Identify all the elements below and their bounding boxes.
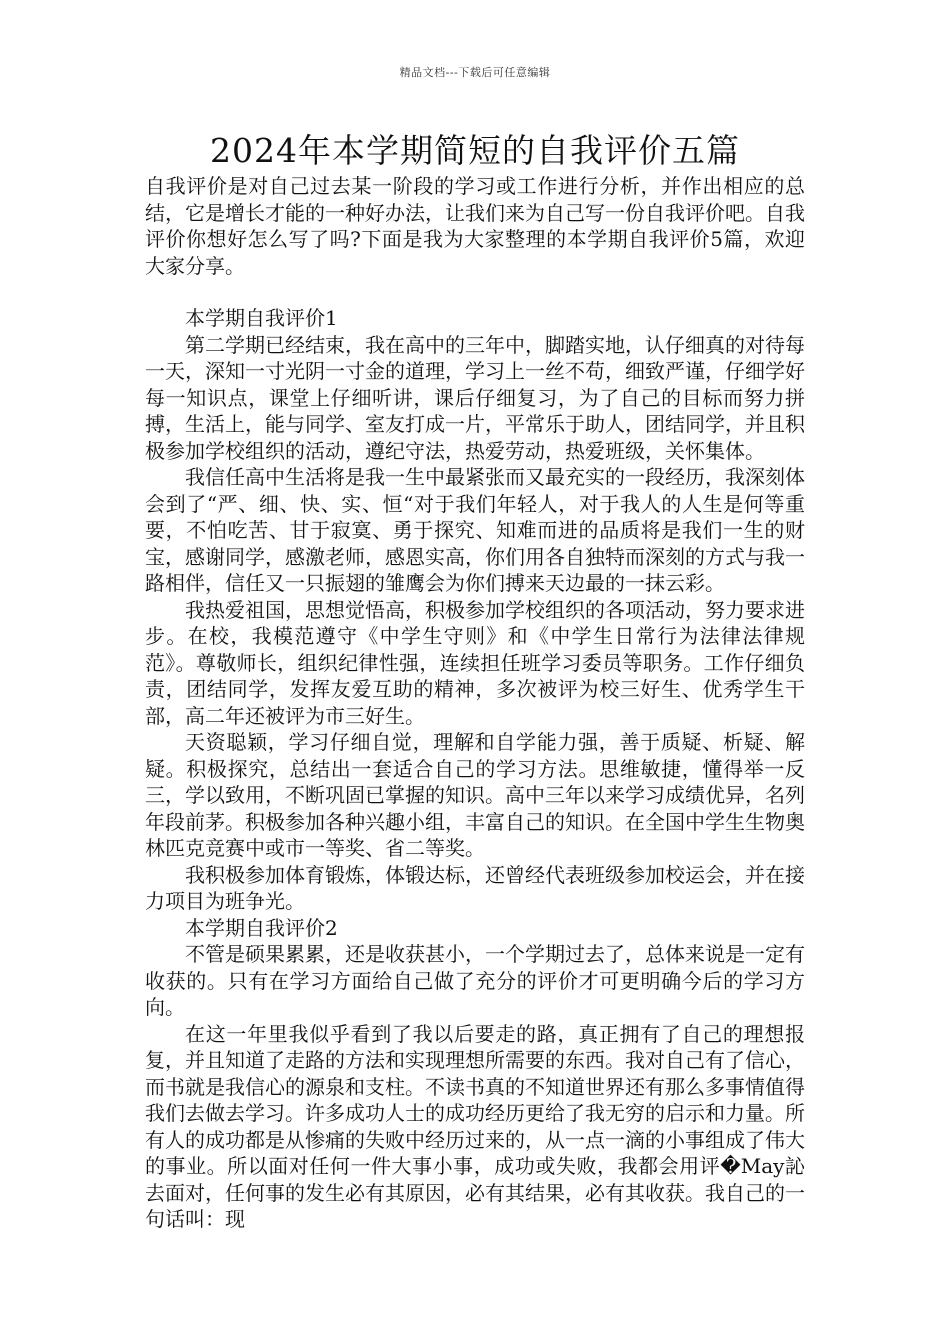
body-paragraph: 我积极参加体育锻炼，体锻达标，还曾经代表班级参加校运会，并在接力项目为班争光。: [145, 862, 805, 913]
body-paragraph: 第二学期已经结束，我在高中的三年中，脚踏实地，认仔细真的对待每一天，深知一寸光阴一寸金的道理，学习上一丝不苟，细致严谨，仔细学好每一知识点，课堂上仔细听讲，课后仔细复习，为了自己的目标而努力拼搏，生活上，能与同学、室友打成一片，平常乐于助人，团结同学，并且积极参加学校组织的活动，遵纪守法，热爱劳动，热爱班级，关怀集体。: [145, 332, 805, 463]
body-paragraph: 不管是硕果累累，还是收获甚小，一个学期过去了，总体来说是一定有收获的。只有在学习方面给自己做了充分的评价才可更明确今后的学习方向。: [145, 942, 805, 1019]
document-title: 2024年本学期简短的自我评价五篇: [210, 131, 740, 170]
section-heading-2: 本学期自我评价2: [185, 915, 338, 940]
body-paragraph: 在这一年里我似乎看到了我以后要走的路，真正拥有了自己的理想报复，并且知道了走路的方法和实现理想所需要的东西。我对自己有了信心，而书就是我信心的源泉和支柱。不读书真的不知道世界还有那么多事情值得我们去做去学习。许多成功人士的成功经历更给了我无穷的启示和力量。所有人的成功都是从惨痛的失败中经历过来的，从一点一滴的小事组成了伟大的事业。所以面对任何一件大事小事，成功或失败，我都会用评�May訫去面对，任何事的发生必有其原因，必有其结果，必有其收获。我自己的一句话叫：现: [145, 1021, 805, 1231]
header-note: 精品文档---下载后可任意编辑: [399, 66, 551, 79]
body-paragraph: 天资聪颖，学习仔细自觉，理解和自学能力强，善于质疑、析疑、解疑。积极探究，总结出一套适合自己的学习方法。思维敏捷，懂得举一反三，学以致用，不断巩固已掌握的知识。高中三年以来学习成绩优异，名列年段前茅。积极参加各种兴趣小组，丰富自己的知识。在全国中学生生物奥林匹克竞赛中或市一等奖、省二等奖。: [145, 730, 805, 860]
body-paragraph: 我热爱祖国，思想觉悟高，积极参加学校组织的各项活动，努力要求进步。在校，我模范遵守《中学生守则》和《中学生日常行为法律法律规范》。尊敬师长，组织纪律性强，连续担任班学习委员等职务。工作仔细负责，团结同学，发挥友爱互助的精神，多次被评为校三好生、优秀学生干部，高二年还被评为市三好生。: [145, 597, 805, 728]
intro-paragraph: 自我评价是对自己过去某一阶段的学习或工作进行分析，并作出相应的总结，它是增长才能的一种好办法，让我们来为自己写一份自我评价吧。自我评价你想好怎么写了吗?下面是我为大家整理的本学期自我评价5篇，欢迎大家分享。: [145, 174, 805, 278]
section-heading-1: 本学期自我评价1: [185, 306, 338, 330]
document-body: [145, 173, 805, 1233]
body-paragraph: 我信任高中生活将是我一生中最紧张而又最充实的一段经历，我深刻体会到了“严、细、快、实、恒“对于我们年轻人，对于我人的人生是何等重要，不怕吃苦、甘于寂寞、勇于探究、知难而进的品质将是我们一生的财宝，感谢同学，感激老师，感恩实高，你们用各自独特而深刻的方式与我一路相伴，信任又一只振翅的雏鹰会为你们搏来天边最的一抹云彩。: [145, 465, 805, 595]
